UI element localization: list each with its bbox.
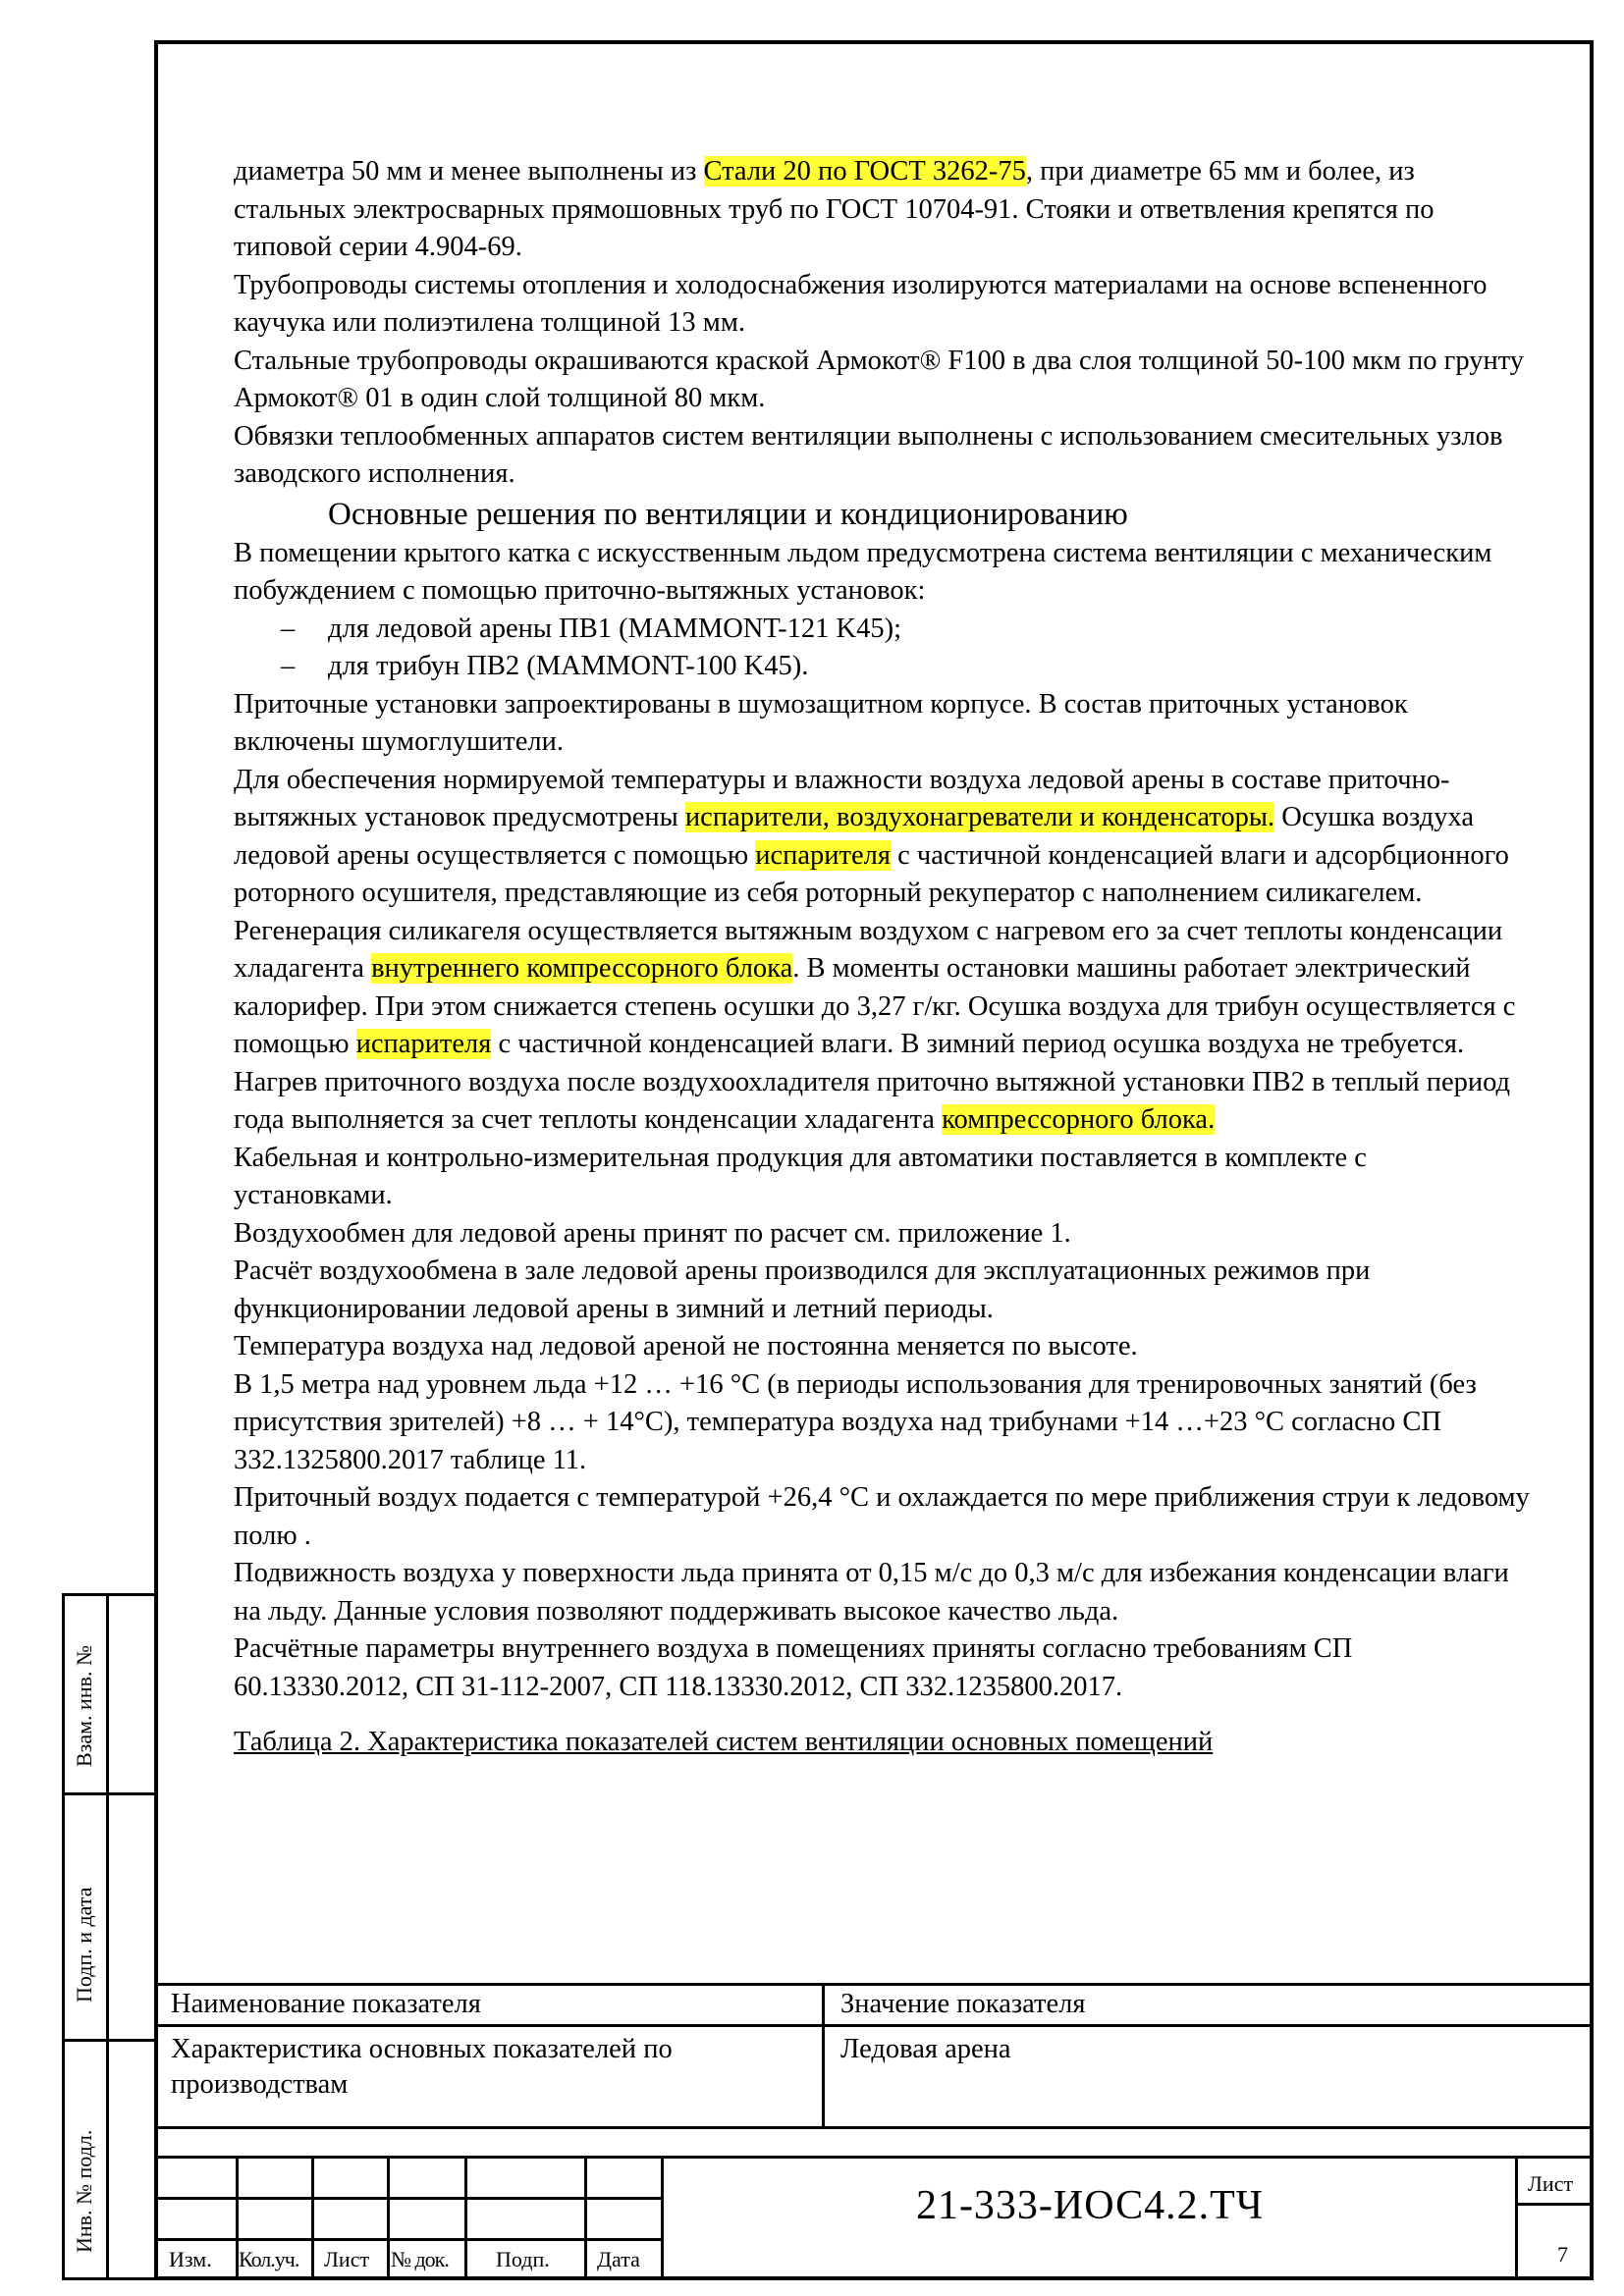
paragraph: Приточный воздух подается с температурой +26,4 °С и охлаждается по мере приближения струи к ледовому полю . bbox=[234, 1482, 1530, 1551]
paragraph: Для обеспечения нормируемой температуры и влажности воздуха ледовой арены в составе приточно-вытяжных установок предусмотрены испарители, воздухонагреватели и конденсаторы. Осушка воздуха ледовой арены осуществляется с помощью испарителя с частичной конденсацией влаги и адсорбционного роторного осушителя, представляющие из себя роторный рекуператор с наполнением силикагелем. Регенерация силикагеля осуществляется вытяжным воздухом с нагревом его за счет теплоты конденсации хладагента внутреннего компрессорного блока. В моменты остановки машины работает электрический калорифер. При этом снижается степень осушки до 3,27 г/кг. Осушка воздуха для трибун осуществляется с помощью испарителя с частичной конденсацией влаги. В зимний период осушка воздуха не требуется. bbox=[234, 764, 1516, 1059]
side-label-vzam: Взам. инв. № bbox=[72, 1645, 96, 1767]
table-cell: Ледовая арена bbox=[840, 2034, 1011, 2064]
table-caption: Таблица 2. Характеристика показателей систем вентиляции основных помещений bbox=[234, 1727, 1214, 1757]
sheet-number: 7 bbox=[1557, 2242, 1568, 2267]
highlight: испарители, воздухонагреватели и конденсаторы. bbox=[684, 802, 1275, 832]
stamp-line bbox=[311, 2156, 314, 2280]
stamp-line bbox=[584, 2156, 587, 2280]
paragraph: Приточные установки запроектированы в шумозащитном корпусе. В состав приточных установок включены шумоглушители. bbox=[234, 688, 1408, 757]
list-item: – для ледовой арены ПВ1 (MAMMONT-121 K45); bbox=[281, 613, 902, 644]
paragraph: Расчёт воздухообмена в зале ледовой арены производился для эксплуатационных режимов при функционировании ледовой арены в зимний и летний периоды. bbox=[234, 1255, 1371, 1324]
paragraph: В 1,5 метра над уровнем льда +12 … +16 °С (в периоды использования для тренировочных занятий (без присутствия зрителей) +8 … + 14°С), температура воздуха над трибунами +14 …+23 °С согласно СП 332.1325800.2017 таблице 11. bbox=[234, 1368, 1477, 1475]
stamp-line bbox=[154, 2197, 661, 2200]
side-line bbox=[106, 1593, 109, 2280]
stamp-line bbox=[387, 2156, 390, 2280]
table-border bbox=[154, 2024, 1594, 2027]
paragraph: Воздухообмен для ледовой арены принят по расчет см. приложение 1. bbox=[234, 1217, 1071, 1249]
paragraph: диаметра 50 мм и менее выполнены из Стали 20 по ГОСТ 3262-75, при диаметре 65 мм и более, из стальных электросварных прямошовных труб по ГОСТ 10704-91. Стояки и ответвления крепятся по типовой серии 4.904-69. bbox=[234, 156, 1435, 262]
paragraph: Кабельная и контрольно-измерительная продукция для автоматики поставляется в комплекте с установками. bbox=[234, 1142, 1367, 1210]
stamp-line bbox=[464, 2156, 467, 2280]
paragraph: Трубопроводы системы отопления и холодоснабжения изолируются материалами на основе вспененного каучука или полиэтилена толщиной 13 мм. bbox=[234, 269, 1488, 338]
side-line bbox=[62, 2039, 157, 2042]
table-border bbox=[154, 1983, 1594, 1986]
paragraph: Расчётные параметры внутреннего воздуха в помещениях приняты согласно требованиям СП 60.13330.2012, СП 31-112-2007, СП 118.13330.2012, СП 332.1235800.2017. bbox=[234, 1633, 1353, 1702]
side-label-podp: Подп. и дата bbox=[72, 1887, 96, 2002]
table-border bbox=[154, 2156, 1594, 2159]
highlight: Стали 20 по ГОСТ 3262-75 bbox=[703, 156, 1026, 187]
paragraph: В помещении крытого катка с искусственным льдом предусмотрена система вентиляции с механическим побуждением с помощью приточно-вытяжных установок: bbox=[234, 537, 1492, 606]
side-label-inv: Инв. № подл. bbox=[72, 2129, 96, 2253]
list-item: – для трибун ПВ2 (MAMMONT-100 K45). bbox=[281, 651, 809, 681]
highlight: внутреннего компрессорного блока bbox=[371, 953, 793, 984]
document-code: 21-333-ИОС4.2.ТЧ bbox=[915, 2183, 1265, 2228]
highlight: испарителя bbox=[755, 839, 891, 871]
table-border bbox=[822, 1983, 825, 2126]
paragraph: Нагрев приточного воздуха после воздухоохладителя приточно вытяжной установки ПВ2 в теплый период года выполняется за счет теплоты конденсации хладагента компрессорного блока. bbox=[234, 1066, 1511, 1135]
paragraph: Стальные трубопроводы окрашиваются краской Армокот® F100 в два слоя толщиной 50-100 мкм по грунту Армокот® 01 в один слой толщиной 80 мкм. bbox=[234, 345, 1525, 413]
paragraph: Температура воздуха над ледовой ареной не постоянна меняется по высоте. bbox=[234, 1331, 1138, 1362]
table-header-name: Наименование показателя bbox=[171, 1989, 481, 2019]
document-body bbox=[234, 153, 1530, 1762]
table-header-value: Значение показателя bbox=[840, 1989, 1086, 2019]
sheet-label: Лист bbox=[1528, 2171, 1574, 2196]
highlight: компрессорного блока. bbox=[942, 1104, 1216, 1135]
stamp-line bbox=[1515, 2156, 1518, 2280]
stamp-list: Лист bbox=[324, 2247, 370, 2271]
stamp-line bbox=[661, 2156, 664, 2280]
stamp-data: Дата bbox=[597, 2247, 640, 2271]
paragraph: Обвязки теплообменных аппаратов систем вентиляции выполнены с использованием смесительных узлов заводского исполнения. bbox=[234, 420, 1503, 489]
stamp-line bbox=[154, 2238, 661, 2241]
side-line bbox=[62, 1792, 157, 1795]
table-border bbox=[154, 2126, 1594, 2129]
table-cell: Характеристика основных показателей по производствам bbox=[171, 2034, 673, 2100]
paragraph: Подвижность воздуха у поверхности льда принята от 0,15 м/с до 0,3 м/с для избежания конденсации влаги на льду. Данные условия позволяют поддерживать высокое качество льда. bbox=[234, 1558, 1509, 1627]
stamp-izm: Изм. bbox=[169, 2247, 212, 2271]
stamp-podp: Подп. bbox=[496, 2247, 550, 2271]
stamp-ndok: № док. bbox=[391, 2247, 449, 2271]
stamp-line bbox=[1515, 2203, 1594, 2206]
section-heading: Основные решения по вентиляции и кондиционированию bbox=[328, 496, 1128, 532]
stamp-kol: Кол.уч. bbox=[239, 2247, 299, 2271]
highlight: испарителя bbox=[355, 1029, 492, 1059]
